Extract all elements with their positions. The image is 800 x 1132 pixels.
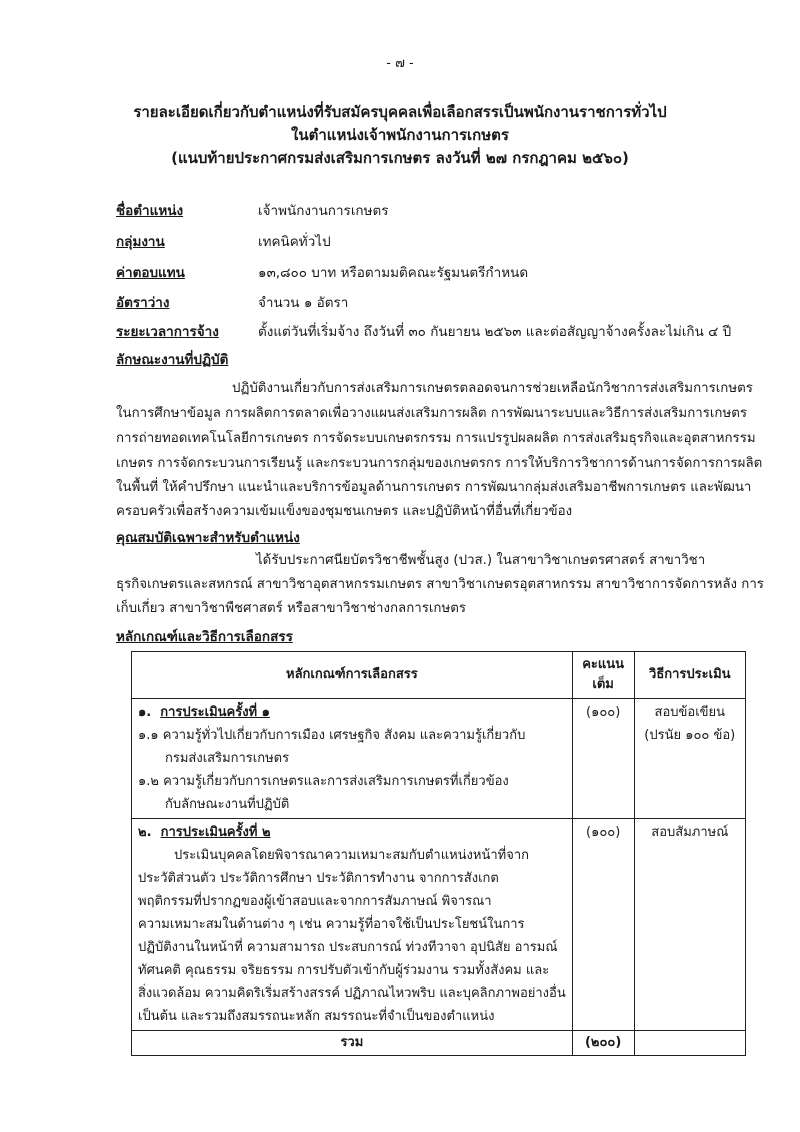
selection-criteria-table [131, 651, 746, 1056]
title-line-1: รายละเอียดเกี่ยวกับตำแหน่งที่รับสมัครบุคคลเพื่อเลือกสรรเป็นพนักงานราชการทั่วไป [133, 103, 667, 121]
criteria-line: ๑.๑ ความรู้ทั่วไปเกี่ยวกับการเมือง เศรษฐกิจ สังคม และความรู้เกี่ยวกับ [138, 728, 526, 743]
total-score: (๒๐๐) [572, 1031, 634, 1056]
page-number: - ๗ - [386, 56, 414, 71]
criteria-cell [132, 699, 573, 819]
method-line: สอบข้อเขียน [654, 705, 726, 720]
criteria-line: ประเมินบุคคลโดยพิจารณาความเหมาะสมกับตำแหน่งหน้าที่จาก [174, 848, 529, 863]
duties-line: ในพื้นที่ ให้คำปรึกษา แนะนำและบริการข้อมูลด้านการเกษตร การพัฒนากลุ่มส่งเสริมอาชีพการเกษตร และพัฒนา [116, 480, 752, 495]
header-criteria: หลักเกณฑ์การเลือกสรร [132, 652, 573, 699]
selection-heading: หลักเกณฑ์และวิธีการเลือกสรร [116, 629, 293, 645]
method-line: (ปรนัย ๑๐๐ ข้อ) [644, 728, 736, 743]
title-line-3: (แนบท้ายประกาศกรมส่งเสริมการเกษตร ลงวันที่ ๒๗ กรกฎาคม ๒๕๖๐) [171, 149, 629, 167]
duties-line: เกษตร การจัดกระบวนการเรียนรู้ และกระบวนการกลุ่มของเกษตรกร การให้บริการวิชาการด้านการจัดการการผลิต [116, 456, 763, 471]
qualifications-line: เก็บเกี่ยว สาขาวิชาพืชศาสตร์ หรือสาขาวิชาช่างกลการเกษตร [116, 601, 466, 616]
field-value-employment-period: ตั้งแต่วันที่เริ่มจ้าง ถึงวันที่ ๓๐ กันยายน ๒๕๖๓ และต่อสัญญาจ้างครั้งละไม่เกิน ๔ ปี [258, 324, 732, 340]
table-row [132, 699, 746, 819]
field-label-compensation: ค่าตอบแทน [116, 265, 185, 281]
method-line: สอบสัมภาษณ์ [651, 825, 729, 840]
field-value-compensation: ๑๓,๘๐๐ บาท หรือตามมติคณะรัฐมนตรีกำหนด [258, 265, 529, 281]
criteria-line: ปฏิบัติงานในหน้าที่ ความสามารถ ประสบการณ์ ท่วงทีวาจา อุปนิสัย อารมณ์ [138, 940, 558, 955]
method-cell [634, 819, 745, 1031]
criteria-line: กับลักษณะงานที่ปฏิบัติ [165, 797, 290, 812]
field-label-position-name: ชื่อตำแหน่ง [116, 203, 184, 219]
section-number: ๑. [138, 705, 152, 720]
field-label-work-group: กลุ่มงาน [116, 234, 165, 250]
field-label-employment-period: ระยะเวลาการจ้าง [116, 324, 219, 340]
total-method-empty [634, 1031, 745, 1056]
duties-heading: ลักษณะงานที่ปฏิบัติ [116, 352, 229, 368]
section-title-text: การประเมินครั้งที่ ๑ [160, 705, 270, 720]
criteria-line: ๑.๒ ความรู้เกี่ยวกับการเกษตรและการส่งเสริมการเกษตรที่เกี่ยวข้อง [138, 774, 509, 789]
criteria-line: เป็นต้น และรวมถึงสมรรถนะหลัก สมรรถนะที่จำเป็นของตำแหน่ง [138, 1009, 495, 1024]
criteria-line: พฤติกรรมที่ปรากฏของผู้เข้าสอบและจากการสัมภาษณ์ พิจารณา [138, 894, 492, 909]
score-cell [572, 699, 634, 819]
qualifications-heading: คุณสมบัติเฉพาะสำหรับตำแหน่ง [116, 530, 300, 546]
section-number: ๒. [138, 825, 152, 840]
field-value-position-name: เจ้าพนักงานการเกษตร [258, 203, 389, 219]
qualifications-line: ได้รับประกาศนียบัตรวิชาชีพชั้นสูง (ปวส.) ในสาขาวิชาเกษตรศาสตร์ สาขาวิชา [256, 553, 706, 568]
criteria-line: ประวัติส่วนตัว ประวัติการศึกษา ประวัติการทำงาน จากการสังเกต [138, 871, 499, 886]
header-full-score-line2: เต็ม [592, 677, 614, 692]
field-label-vacancies: อัตราว่าง [116, 295, 170, 311]
table-header-row [132, 652, 746, 699]
duties-line: ในการศึกษาข้อมูล การผลิตการตลาดเพื่อวางแผนส่งเสริมการผลิต การพัฒนาระบบและวิธีการส่งเสริมการเกษตร [116, 406, 747, 421]
criteria-line: กรมส่งเสริมการเกษตร [165, 751, 290, 766]
criteria-line: สิ่งแวดล้อม ความคิดริเริ่มสร้างสรรค์ ปฏิภาณไหวพริบ และบุคลิกภาพอย่างอื่น [138, 986, 566, 1001]
score-value: (๑๐๐) [586, 705, 621, 720]
header-full-score-line1: คะแนน [582, 657, 625, 672]
score-value: (๑๐๐) [586, 825, 621, 840]
score-cell [572, 819, 634, 1031]
section-title-text: การประเมินครั้งที่ ๒ [160, 825, 271, 840]
total-label: รวม [132, 1031, 573, 1056]
criteria-line: ทัศนคติ คุณธรรม จริยธรรม การปรับตัวเข้ากับผู้ร่วมงาน รวมทั้งสังคม และ [138, 963, 550, 978]
section-title [138, 701, 566, 724]
duties-line: ปฏิบัติงานเกี่ยวกับการส่งเสริมการเกษตรตลอดจนการช่วยเหลือนักวิชาการส่งเสริมการเกษตร [232, 381, 753, 396]
title-line-2: ในตำแหน่งเจ้าพนักงานการเกษตร [291, 126, 509, 144]
duties-line: การถ่ายทอดเทคโนโลยีการเกษตร การจัดระบบเกษตรกรรม การแปรรูปผลผลิต การส่งเสริมธุรกิจและอุตสาหกรรม [116, 431, 756, 446]
criteria-line: ความเหมาะสมในด้านต่าง ๆ เช่น ความรู้ที่อาจใช้เป็นประโยชน์ในการ [138, 917, 525, 932]
qualifications-line: ธุรกิจเกษตรและสหกรณ์ สาขาวิชาอุตสาหกรรมเกษตร สาขาวิชาเกษตรอุตสาหกรรม สาขาวิชาการจัดการหลัง การ [116, 577, 764, 592]
duties-line: ครอบครัวเพื่อสร้างความเข้มแข็งของชุมชนเกษตร และปฏิบัติหน้าที่อื่นที่เกี่ยวข้อง [116, 504, 573, 519]
field-value-work-group: เทคนิคทั่วไป [258, 234, 331, 250]
field-value-vacancies: จำนวน ๑ อัตรา [258, 295, 349, 311]
header-method: วิธีการประเมิน [634, 652, 745, 699]
section-title [138, 821, 566, 844]
method-cell [634, 699, 745, 819]
total-row [132, 1031, 746, 1056]
criteria-cell [132, 819, 573, 1031]
header-full-score [572, 652, 634, 699]
table-row [132, 819, 746, 1031]
